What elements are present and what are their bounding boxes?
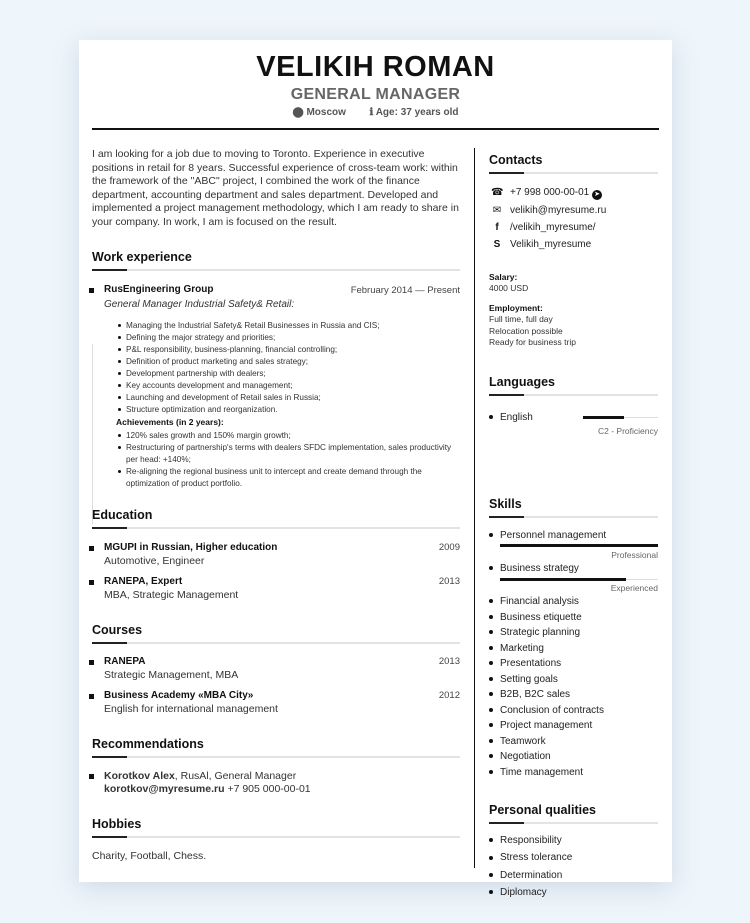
section-heading-contacts: Contacts: [489, 153, 543, 167]
section-underline: [92, 527, 460, 529]
header-meta: [79, 107, 672, 118]
achievements-list: [118, 430, 460, 490]
work-section: [92, 250, 460, 271]
skill-level-bar: [500, 544, 658, 547]
education-year: 2009: [438, 542, 460, 553]
skill-item: Personnel management: [489, 530, 606, 541]
contact-phone: [491, 187, 602, 200]
employment-label: Employment:: [489, 303, 543, 313]
hobbies-text: Charity, Football, Chess.: [92, 850, 207, 862]
location-text: Moscow: [306, 107, 346, 118]
course-subtitle: Strategic Management, MBA: [104, 669, 239, 681]
recommender-contact: [104, 783, 311, 795]
work-dates: February 2014 — Present: [350, 285, 460, 296]
skill-item: Negotiation: [489, 751, 551, 762]
work-role: General Manager Industrial Safety& Retail:: [104, 299, 295, 310]
skill-item: Marketing: [489, 643, 544, 654]
contact-email: [491, 205, 606, 216]
course-subtitle: English for international management: [104, 703, 278, 715]
phone-text[interactable]: +7 998 000-00-01: [510, 187, 590, 198]
skype-text[interactable]: Velikih_myresume: [510, 239, 592, 250]
employment-item: Relocation possible: [489, 325, 563, 336]
salary-label: Salary:: [489, 272, 518, 282]
duty-item: Key accounts development and management;: [118, 380, 460, 392]
skills-section: [489, 497, 658, 518]
mail-icon: ✉: [492, 205, 502, 216]
entry-marker: [89, 580, 94, 585]
personal-quality-item: Responsibility: [489, 835, 562, 846]
section-heading-work: Work experience: [92, 250, 192, 264]
education-section: [92, 508, 460, 529]
duty-item: Definition of product marketing and sales strategy;: [118, 356, 460, 368]
skill-item: Conclusion of contracts: [489, 705, 604, 716]
recommender-email[interactable]: korotkov@myresume.ru: [104, 783, 225, 795]
section-underline: [489, 172, 658, 174]
section-heading-education: Education: [92, 508, 153, 522]
phone-icon: ☎: [491, 187, 504, 198]
contacts-section: [489, 153, 658, 174]
skill-item: Teamwork: [489, 736, 546, 747]
skill-item: Financial analysis: [489, 596, 579, 607]
resume-page: [79, 40, 672, 898]
achievement-item: Re-aligning the regional business unit to intercept and create demand through the optimization of product portfolio.: [118, 466, 460, 490]
skill-item: Business strategy: [489, 563, 579, 574]
duty-item: Development partnership with dealers;: [118, 368, 460, 380]
work-timeline-line: [92, 344, 93, 524]
section-heading-recommendations: Recommendations: [92, 737, 204, 751]
skill-item: Business etiquette: [489, 612, 582, 623]
job-title: GENERAL MANAGER: [290, 86, 461, 103]
duty-item: Launching and development of Retail sales in Russia;: [118, 392, 460, 404]
entry-marker: [89, 546, 94, 551]
skill-level-text: Experienced: [610, 583, 658, 593]
location-icon: ⬤: [292, 107, 304, 118]
entry-marker: [89, 774, 94, 779]
course-title: RANEPA: [104, 656, 146, 667]
course-year: 2012: [438, 690, 460, 701]
personal-quality-item: Diplomacy: [489, 887, 547, 898]
section-heading-languages: Languages: [489, 375, 555, 389]
language-name: English: [489, 412, 533, 423]
achievement-item: 120% sales growth and 150% margin growth;: [118, 430, 460, 442]
language-level-bar: [583, 416, 624, 419]
work-duties-list: [118, 320, 460, 416]
salary-value: 4000 USD: [489, 283, 529, 293]
skill-item: Setting goals: [489, 674, 558, 685]
skill-item: Presentations: [489, 658, 561, 669]
section-underline: [92, 756, 460, 758]
contact-skype: [491, 239, 591, 250]
section-underline: [92, 269, 460, 271]
email-text[interactable]: velikih@myresume.ru: [510, 205, 607, 216]
section-underline: [489, 822, 658, 824]
languages-section: [489, 375, 658, 396]
section-underline: [92, 642, 460, 644]
facebook-text[interactable]: /velikih_myresume/: [510, 222, 596, 233]
column-divider: [474, 148, 475, 868]
section-heading-courses: Courses: [92, 623, 143, 637]
header-divider: [92, 128, 659, 130]
education-year: 2013: [438, 576, 460, 587]
candidate-name: VELIKIH ROMAN: [256, 51, 495, 83]
section-underline: [92, 836, 460, 838]
courses-section: [92, 623, 460, 644]
achievements-label: Achievements (in 2 years):: [116, 417, 224, 427]
employment-item: Full time, full day: [489, 314, 553, 324]
contact-facebook: [491, 222, 596, 233]
course-year: 2013: [438, 656, 460, 667]
section-heading-skills: Skills: [489, 497, 522, 511]
age-text: Age: 37 years old: [375, 107, 459, 118]
summary-text: I am looking for a job due to moving to Toronto. Experience in executive positions in retail for 8 years. Successful experience of cross-team work: within the framework of the "ABC" project, I combined the work of the finance department, accounting department and sales department. Developed and implemented a project management methodology, which I am ready to share in your company. In work, I am is focused on the result.: [92, 148, 459, 228]
section-heading-personal: Personal qualities: [489, 803, 596, 817]
recommender-company: , RusAl, General Manager: [174, 770, 297, 782]
skill-level-text: Professional: [611, 550, 658, 560]
employment-list: [489, 314, 576, 349]
entry-marker: [89, 660, 94, 665]
recommender-name: Korotkov Alex: [104, 770, 175, 782]
info-icon: ℹ: [369, 107, 374, 118]
skill-item: Time management: [489, 767, 583, 778]
recommender-line: [104, 770, 296, 782]
duty-item: Managing the Industrial Safety& Retail Businesses in Russia and CIS;: [118, 320, 460, 332]
telegram-icon[interactable]: ➤: [592, 190, 602, 200]
skill-level-bar: [500, 578, 626, 581]
personal-section: [489, 803, 658, 824]
skill-item: Project management: [489, 720, 592, 731]
skype-icon: S: [493, 239, 501, 250]
recommender-phone: +7 905 000-00-01: [224, 783, 311, 795]
employment-item: Ready for business trip: [489, 337, 576, 347]
education-title: RANEPA, Expert: [104, 576, 183, 587]
education-subtitle: Automotive, Engineer: [104, 555, 205, 567]
education-title: MGUPI in Russian, Higher education: [104, 542, 278, 553]
left-column: [92, 148, 460, 862]
language-level-text: C2 - Proficiency: [598, 426, 658, 436]
section-underline: [489, 394, 658, 396]
achievement-item: Restructuring of partnership's terms with dealers SFDC implementation, sales productivity per head: +140%;: [118, 442, 460, 466]
personal-quality-item: Determination: [489, 870, 562, 881]
facebook-icon: f: [495, 222, 499, 233]
course-title: Business Academy «MBA City»: [104, 690, 254, 701]
recommendations-section: [92, 737, 460, 758]
personal-quality-item: Stress tolerance: [489, 852, 572, 863]
skill-item: Strategic planning: [489, 627, 580, 638]
duty-item: Structure optimization and reorganization.: [118, 404, 460, 416]
section-underline: [489, 516, 658, 518]
duty-item: P&L responsibility, business-planning, financial controlling;: [118, 344, 460, 356]
skill-item: B2B, B2C sales: [489, 689, 570, 700]
entry-marker: [89, 694, 94, 699]
work-company: RusEngineering Group: [104, 284, 214, 295]
hobbies-section: [92, 817, 460, 838]
duty-item: Defining the major strategy and priorities;: [118, 332, 460, 344]
section-heading-hobbies: Hobbies: [92, 817, 142, 831]
entry-marker: [89, 288, 94, 293]
education-subtitle: MBA, Strategic Management: [104, 589, 239, 601]
